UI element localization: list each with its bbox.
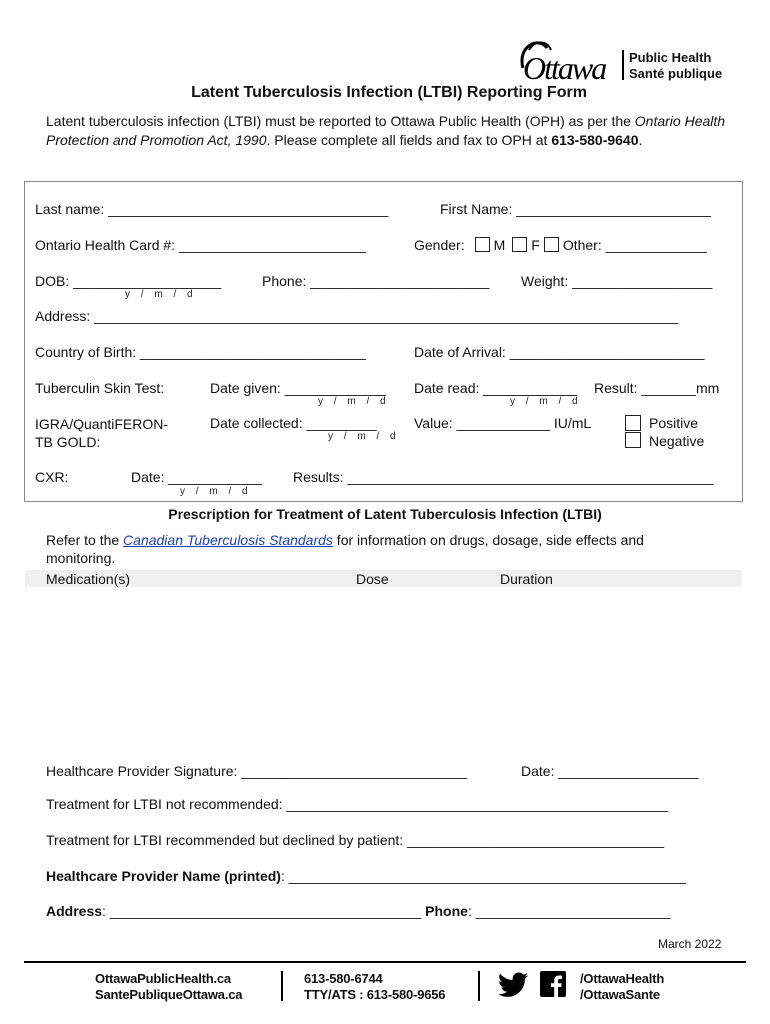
igra-label-line2: TB GOLD: xyxy=(35,434,101,450)
address-field[interactable]: Address: ___________________________________________________________________________ xyxy=(35,308,679,324)
page-title: Latent Tuberculosis Infection (LTBI) Reporting Form xyxy=(191,84,587,101)
canadian-tb-standards-link[interactable]: Canadian Tuberculosis Standards xyxy=(123,532,333,548)
gender-field xyxy=(414,237,707,254)
cxr-label: CXR: xyxy=(35,469,69,485)
igra-positive-label: Positive xyxy=(649,415,699,431)
health-card-field[interactable]: Ontario Health Card #: ________________________ xyxy=(35,237,366,253)
cxr-date-format: y / m / d xyxy=(180,486,252,497)
prescription-refer-text xyxy=(46,531,706,567)
patient-info-box xyxy=(24,181,743,502)
gender-other-checkbox[interactable] xyxy=(544,237,559,252)
col-medication: Medication(s) xyxy=(46,571,131,587)
col-dose: Dose xyxy=(356,571,389,587)
dept-name-en: Public Health xyxy=(629,50,712,65)
phone-field[interactable]: Phone: _______________________ xyxy=(262,273,490,289)
declined-field[interactable]: Treatment for LTBI recommended but declined by patient: _________________________________ xyxy=(46,832,665,848)
signature-date-field[interactable]: Date: __________________ xyxy=(521,763,699,779)
igra-negative-checkbox[interactable] xyxy=(625,432,641,448)
ottawa-wordmark: Ottawa xyxy=(523,50,606,86)
igra-label xyxy=(35,415,168,451)
provider-phone-line: : _________________________ xyxy=(467,903,671,919)
date-of-arrival-field[interactable]: Date of Arrival: _________________________ xyxy=(414,344,705,360)
provider-address-label: Address xyxy=(46,903,103,919)
gender-f-label: F xyxy=(531,237,540,253)
provider-signature-field[interactable]: Healthcare Provider Signature: _____________________________ xyxy=(46,763,468,779)
footer-site-en[interactable]: OttawaPublicHealth.ca xyxy=(95,971,231,986)
igra-label-line1: IGRA/QuantiFERON- xyxy=(35,416,169,432)
facebook-icon[interactable] xyxy=(540,971,566,997)
revision-date: March 2022 xyxy=(658,937,722,951)
provider-name-line: : ___________________________________________________ xyxy=(280,868,686,884)
footer-social xyxy=(580,971,664,1003)
not-recommended-field[interactable]: Treatment for LTBI not recommended: _________________________________________________ xyxy=(46,796,668,812)
gender-other-label[interactable]: Other: _____________ xyxy=(562,237,707,253)
footer-social-en[interactable]: /OttawaHealth xyxy=(580,971,665,986)
weight-field[interactable]: Weight: __________________ xyxy=(521,273,713,289)
col-duration: Duration xyxy=(500,571,553,587)
gender-label: Gender: xyxy=(414,237,465,253)
cxr-date-field[interactable]: Date: ____________ xyxy=(131,469,262,485)
logo-divider xyxy=(622,50,624,80)
dob-field[interactable]: DOB: ___________________ xyxy=(35,273,222,289)
tst-date-read-format: y / m / d xyxy=(510,396,582,407)
footer-phone: 613-580-6744 xyxy=(304,971,383,986)
tst-label: Tuberculin Skin Test: xyxy=(35,380,165,396)
intro-text-2: . Please complete all fields and fax to OPH at xyxy=(266,132,552,148)
igra-negative-label: Negative xyxy=(649,433,705,449)
igra-date-collected-field[interactable]: Date collected: _________ xyxy=(210,415,377,431)
intro-text-end: . xyxy=(638,132,643,148)
prescription-heading: Prescription for Treatment of Latent Tuberculosis Infection (LTBI) xyxy=(168,506,602,522)
footer-divider-2 xyxy=(478,971,480,1001)
gender-m-label: M xyxy=(493,237,506,253)
provider-address-line: : ________________________________________ xyxy=(102,903,426,919)
footer-divider-1 xyxy=(281,971,283,1001)
provider-name-label: Healthcare Provider Name (printed) xyxy=(46,868,281,884)
provider-name-field[interactable] xyxy=(46,868,686,885)
dept-name-fr: Santé publique xyxy=(629,66,723,81)
tst-result-field[interactable]: Result: _______mm xyxy=(594,380,720,396)
igra-positive-checkbox[interactable] xyxy=(625,415,641,431)
country-of-birth-field[interactable]: Country of Birth: _____________________________ xyxy=(35,344,366,360)
igra-value-field[interactable]: Value: ____________ IU/mL xyxy=(414,415,592,431)
footer-rule xyxy=(24,961,746,963)
gender-f-checkbox[interactable] xyxy=(512,237,527,252)
provider-address-field[interactable] xyxy=(46,903,670,920)
intro-text-1: Latent tuberculosis infection (LTBI) must be reported to Ottawa Public Health (OPH) as per the xyxy=(46,113,635,129)
footer-tty: TTY/ATS : 613-580-9656 xyxy=(304,987,446,1002)
intro-act: Ontario Health Protection and Promotion Act, 1990 xyxy=(46,113,726,148)
last-name-field[interactable]: Last name: ____________________________________ xyxy=(35,201,389,217)
refer-text-pre: Refer to the xyxy=(46,532,124,548)
provider-phone-label: Phone xyxy=(425,903,468,919)
gender-m-checkbox[interactable] xyxy=(475,237,490,252)
tst-date-read-field[interactable]: Date read: ____________ xyxy=(414,380,577,396)
ottawa-logo xyxy=(517,38,617,86)
twitter-icon[interactable] xyxy=(498,972,528,998)
fax-number: 613-580-9640 xyxy=(551,132,639,148)
cxr-results-field[interactable]: Results: _______________________________________________ xyxy=(293,469,714,485)
tst-date-given-format: y / m / d xyxy=(318,396,390,407)
refer-text-post: for information on drugs, dosage, side effects and monitoring. xyxy=(46,532,644,566)
footer-social-fr[interactable]: /OttawaSante xyxy=(580,987,660,1002)
tst-date-given-field[interactable]: Date given: _____________ xyxy=(210,380,386,396)
footer-websites xyxy=(95,971,242,1003)
footer-site-fr[interactable]: SantePubliqueOttawa.ca xyxy=(95,987,243,1002)
intro-paragraph xyxy=(46,112,736,150)
medication-entry-area[interactable] xyxy=(25,588,742,748)
first-name-field[interactable]: First Name: _________________________ xyxy=(440,201,711,217)
footer-phones xyxy=(304,971,445,1003)
igra-date-format: y / m / d xyxy=(328,431,400,442)
dob-format-hint: y / m / d xyxy=(125,289,197,300)
